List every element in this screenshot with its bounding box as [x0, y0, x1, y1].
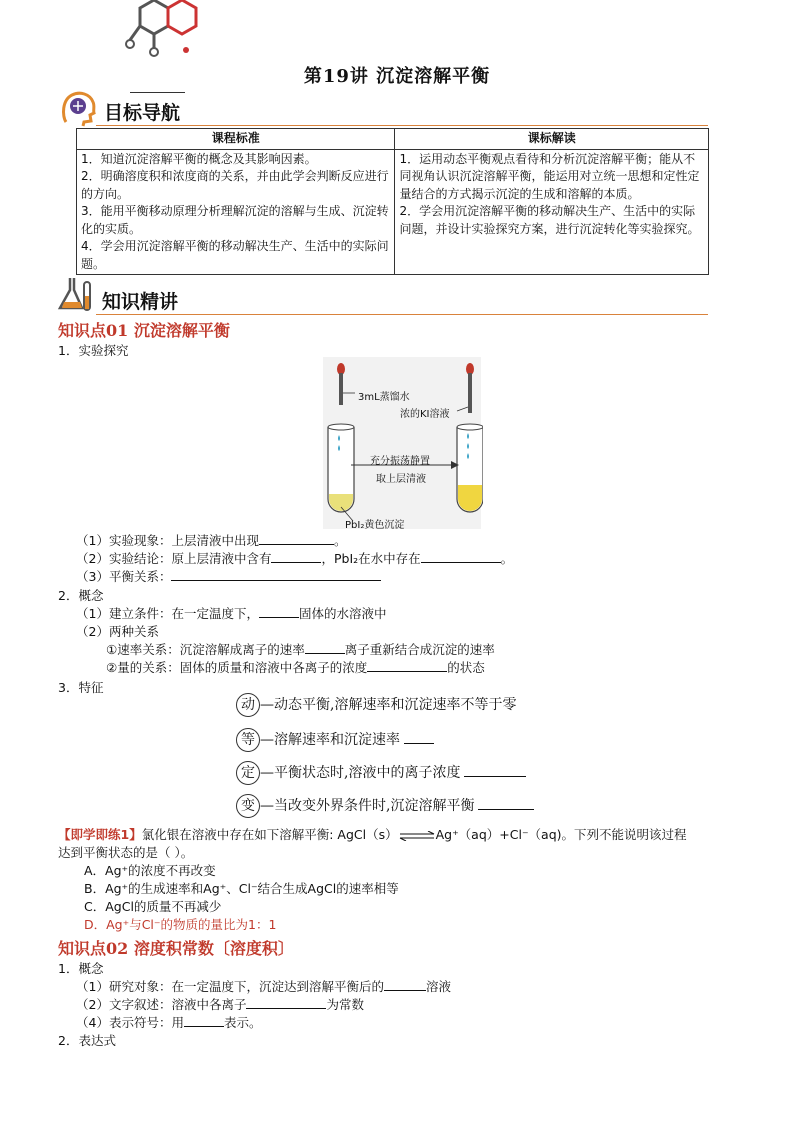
- ksp-research-object: （1）研究对象：在一定温度下，沉淀达到溶解平衡后的 溶液: [76, 979, 451, 994]
- item-experiment: 1．实验探究: [58, 343, 129, 358]
- standard-item: 4．学会用沉淀溶解平衡的移动解决生产、生活中的实际问题。: [81, 239, 389, 271]
- answer-blank[interactable]: [184, 1014, 224, 1027]
- standard-item: 2．明确溶度积和浓度商的关系，并由此学会判断反应进行的方向。: [81, 169, 389, 201]
- concept-rate-relation: ①速率关系：沉淀溶解成离子的速率 离子重新结合成沉淀的速率: [106, 642, 495, 657]
- exercise-option-b[interactable]: B．Ag⁺的生成速率和Ag⁺、Cl⁻结合生成AgCl的速率相等: [84, 881, 399, 896]
- answer-blank[interactable]: [259, 605, 299, 618]
- section-divider: [96, 314, 708, 315]
- page-title: 第19讲 沉淀溶解平衡: [303, 66, 491, 87]
- answer-blank[interactable]: [478, 797, 534, 810]
- question-conclusion: （2）实验结论：原上层清液中含有 ，PbI₂在水中存在 。: [76, 551, 514, 566]
- label-ki-solution: 浓的KI溶液: [400, 409, 450, 420]
- feature-dynamic: 动 —动态平衡,溶解速率和沉淀速率不等于零: [236, 693, 516, 717]
- exercise-option-a[interactable]: A．Ag⁺的浓度不再改变: [84, 863, 216, 878]
- answer-blank[interactable]: [259, 532, 334, 545]
- concept-amount-relation: ②量的关系：固体的质量和溶液中各离子的浓度 的状态: [106, 660, 485, 675]
- question-equilibrium: （3）平衡关系：: [76, 568, 381, 586]
- answer-blank[interactable]: [246, 996, 326, 1009]
- item-expression: 2．表达式: [58, 1033, 116, 1048]
- reversible-arrow-icon: [398, 831, 436, 841]
- standard-item: 1．知道沉淀溶解平衡的概念及其影响因素。: [81, 151, 317, 166]
- label-arrow-shake: 充分振荡静置: [370, 456, 430, 467]
- experiment-diagram: [323, 357, 483, 529]
- feature-char-circle: 动: [236, 693, 260, 717]
- interpretation-item: 1．运用动态平衡观点看待和分析沉淀溶解平衡；能从不同视角认识沉淀溶解平衡，能运用对立统一思想和定性定量结合的方式揭示沉淀的生成和溶解的本质。: [399, 151, 700, 201]
- table-header-interpretation: 课标解读: [395, 129, 709, 150]
- flask-icon: [56, 274, 96, 314]
- answer-blank[interactable]: [271, 550, 321, 563]
- answer-blank[interactable]: [367, 659, 447, 672]
- answer-blank[interactable]: [305, 641, 345, 654]
- answer-blank[interactable]: [464, 764, 526, 777]
- ksp-symbol: （4）表示符号：用 表示。: [76, 1015, 262, 1030]
- feature-change: 变 —当改变外界条件时,沉淀溶解平衡: [236, 794, 534, 818]
- section-header-goals: 目标导航: [104, 102, 181, 124]
- standard-item: 3．能用平衡移动原理分析理解沉淀的溶解与生成、沉淀转化的实质。: [81, 204, 389, 236]
- answer-blank[interactable]: [171, 568, 381, 581]
- features-box: [236, 690, 554, 820]
- exercise-stem-cont: 达到平衡状态的是（ ）。: [58, 845, 194, 860]
- label-distilled-water: 3mL蒸馏水: [358, 392, 410, 403]
- answer-blank[interactable]: [404, 731, 434, 744]
- item-concept: 1．概念: [58, 961, 104, 976]
- item-features: 3．特征: [58, 680, 104, 695]
- label-precipitate: PbI₂黄色沉淀: [345, 520, 405, 531]
- table-cell-standard: [77, 149, 395, 275]
- exercise-option-d[interactable]: D．Ag⁺与Cl⁻的物质的量比为1：1: [84, 917, 277, 932]
- logo-underline: [130, 92, 185, 93]
- table-cell-interpretation: [395, 149, 709, 275]
- label-arrow-supernatant: 取上层清液: [376, 474, 426, 485]
- table-header-standard: 课程标准: [77, 129, 395, 150]
- curriculum-table: [76, 128, 709, 275]
- feature-equal: 等 —溶解速率和沉淀速率: [236, 728, 434, 752]
- exercise-label: 【即学即练1】: [58, 827, 142, 842]
- exercise-option-c[interactable]: C．AgCl的质量不再减少: [84, 899, 222, 914]
- exercise-stem: 【即学即练1】氯化银在溶液中存在如下溶解平衡: AgCl（s） Ag⁺（aq）+Cl⁻（aq)。下列不能说明该过程: [58, 827, 687, 842]
- section-divider: [96, 125, 708, 126]
- feature-constant: 定 —平衡状态时,溶液中的离子浓度: [236, 761, 526, 785]
- feature-char-circle: 等: [236, 728, 260, 752]
- knowledge-point-heading: 知识点01 沉淀溶解平衡: [58, 321, 230, 340]
- answer-blank[interactable]: [384, 978, 426, 991]
- ksp-description: （2）文字叙述：溶液中各离子 为常数: [76, 997, 364, 1012]
- interpretation-item: 2．学会用沉淀溶解平衡的移动解决生产、生活中的实际问题，并设计实验探究方案，进行沉淀转化等实验探究。: [399, 204, 700, 236]
- section-header-knowledge: 知识精讲: [102, 291, 179, 313]
- brain-head-icon: [58, 88, 98, 128]
- feature-char-circle: 定: [236, 761, 260, 785]
- molecule-logo-icon: [118, 0, 198, 58]
- knowledge-point-heading: 知识点02 溶度积常数〔溶度积〕: [58, 939, 294, 958]
- feature-char-circle: 变: [236, 794, 260, 818]
- item-concept: 2．概念: [58, 588, 104, 603]
- concept-relations: （2）两种关系: [76, 624, 159, 639]
- question-phenomenon: （1）实验现象：上层清液中出现 。: [76, 533, 347, 548]
- answer-blank[interactable]: [421, 550, 501, 563]
- concept-condition: （1）建立条件：在一定温度下， 固体的水溶液中: [76, 606, 387, 621]
